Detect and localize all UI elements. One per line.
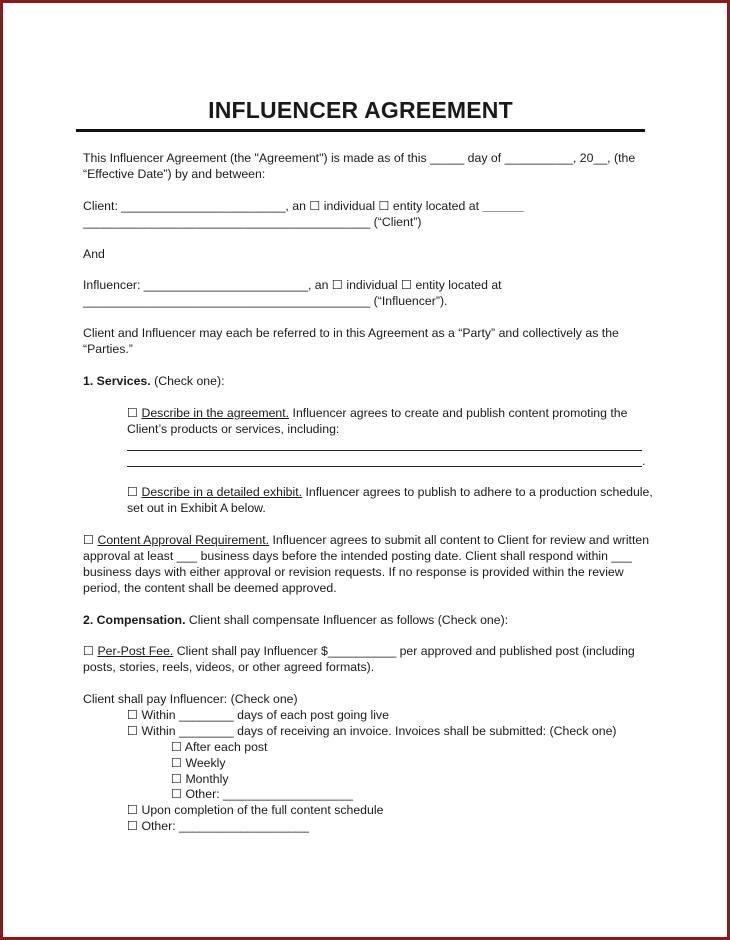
services-fill-end: . (642, 454, 646, 468)
client-line-2: __________________________________________ (“Client”) (83, 215, 422, 229)
document-title: INFLUENCER AGREEMENT (208, 97, 513, 123)
services-heading (83, 373, 225, 389)
pay-intro: Client shall pay Influencer: (Check one) (83, 692, 298, 706)
services-option-exhibit-title: Describe in a detailed exhibit. (141, 485, 303, 499)
approval-line-1 (83, 532, 649, 548)
invoice-option-other: ☐ Other: ___________________ (171, 787, 353, 801)
invoice-option-weekly: ☐ Weekly (171, 756, 226, 770)
services-heading-label: 1. Services. (83, 374, 151, 388)
pay-option-other: ☐ Other: ___________________ (127, 819, 309, 833)
per-post-line-2: posts, stories, reels, videos, or other agreed formats). (83, 660, 375, 674)
checkbox-icon: ☐ (83, 533, 98, 547)
client-line-1 (83, 198, 524, 214)
services-option-exhibit (127, 484, 653, 500)
checkbox-icon: ☐ (83, 644, 98, 658)
pay-option-within-post: ☐ Within ________ days of each post going live (127, 708, 389, 722)
influencer-line-1: Influencer: ________________________, an ☐ individual ☐ entity located at (83, 278, 502, 292)
intro-line-2: “Effective Date”) by and between: (83, 167, 266, 181)
compensation-heading-label: 2. Compensation. (83, 613, 186, 627)
services-heading-note: (Check one): (150, 374, 225, 388)
approval-line-1-text: Influencer agrees to submit all content to Client for review and written (269, 533, 650, 547)
services-fill-line-2 (127, 466, 642, 467)
services-option-agreement-line-2: Client’s products or services, including: (127, 422, 340, 436)
invoice-option-monthly: ☐ Monthly (171, 772, 229, 786)
influencer-line-2: __________________________________________ (“Influencer”). (83, 294, 448, 308)
approval-title: Content Approval Requirement. (97, 533, 270, 547)
parties-line-1: Client and Influencer may each be referred to in this Agreement as a “Party” and collectively as the (83, 326, 619, 340)
client-address-blank: ______ (482, 199, 524, 213)
parties-line-2: “Parties.” (83, 342, 133, 356)
compensation-heading-note: Client shall compensate Influencer as follows (Check one): (185, 613, 509, 627)
per-post-line-1-text: Client shall pay Influencer $__________ per approved and published post (including (173, 644, 635, 658)
services-option-exhibit-text: Influencer agrees to publish to adhere to a production schedule, (302, 485, 653, 499)
checkbox-icon: ☐ (127, 485, 142, 499)
approval-line-4: period, the content shall be deemed approved. (83, 581, 337, 595)
client-line-1-text: Client: ________________________, an ☐ individual ☐ entity located at (83, 199, 483, 213)
services-option-exhibit-line-2: set out in Exhibit A below. (127, 501, 266, 515)
pay-option-completion: ☐ Upon completion of the full content schedule (127, 803, 384, 817)
pay-option-within-invoice: ☐ Within ________ days of receiving an invoice. Invoices shall be submitted: (Check one) (127, 724, 617, 738)
approval-line-2: approval at least ___ business days before the intended posting date. Client shall respond within ___ (83, 549, 632, 563)
and-label: And (83, 247, 105, 261)
checkbox-icon: ☐ (127, 406, 142, 420)
services-option-agreement-title: Describe in the agreement. (141, 406, 290, 420)
invoice-option-after-post: ☐ After each post (171, 740, 268, 754)
per-post-line-1 (83, 643, 635, 659)
services-option-agreement-text: Influencer agrees to create and publish content promoting the (289, 406, 628, 420)
per-post-title: Per-Post Fee. (97, 644, 174, 658)
approval-line-3: business days with either approval or revision requests. If no response is provided within the review (83, 565, 624, 579)
services-option-agreement (127, 405, 628, 421)
title-rule (76, 129, 645, 132)
services-fill-line-1 (127, 450, 642, 451)
intro-line-1: This Influencer Agreement (the "Agreement") is made as of this _____ day of __________, 20__, (the (83, 151, 636, 165)
compensation-heading (83, 612, 508, 628)
